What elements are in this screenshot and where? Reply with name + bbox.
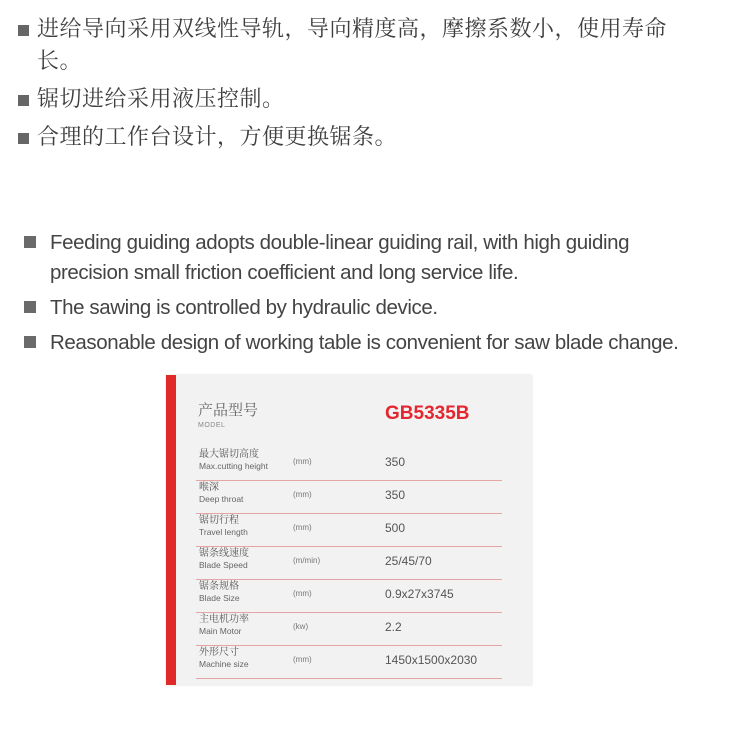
square-bullet-icon bbox=[24, 336, 36, 348]
model-number: GB5335B bbox=[385, 403, 470, 424]
spec-unit: (mm) bbox=[293, 589, 312, 598]
cn-feature-item bbox=[18, 84, 738, 116]
spec-row bbox=[196, 546, 502, 580]
en-feature-item bbox=[24, 293, 739, 323]
en-feature-text: The sawing is controlled by hydraulic device. bbox=[50, 296, 438, 319]
spec-value: 2.2 bbox=[385, 620, 402, 634]
cn-feature-text: 合理的工作台设计，方便更换锯条。 bbox=[37, 125, 398, 150]
accent-bar bbox=[166, 375, 176, 685]
cn-feature-item bbox=[18, 122, 738, 154]
en-feature-item bbox=[24, 228, 739, 288]
en-feature-item bbox=[24, 328, 739, 358]
spec-label-cn: 锯切行程 bbox=[199, 515, 239, 526]
spec-value: 25/45/70 bbox=[385, 554, 432, 568]
spec-value: 0.9x27x3745 bbox=[385, 587, 454, 601]
cn-feature-text: 锯切进给采用液压控制。 bbox=[37, 87, 285, 112]
spec-value: 500 bbox=[385, 521, 406, 535]
square-bullet-icon bbox=[24, 301, 36, 313]
spec-card bbox=[166, 375, 532, 685]
cn-feature-item bbox=[18, 14, 738, 78]
spec-label-cn: 外形尺寸 bbox=[199, 647, 239, 658]
english-feature-list bbox=[24, 228, 739, 363]
spec-label-en: Max.cutting height bbox=[199, 461, 268, 471]
model-header bbox=[198, 399, 258, 429]
spec-value: 350 bbox=[385, 455, 406, 469]
cn-feature-text: 进给导向采用双线性导轨，导向精度高，摩擦系数小，使用寿命长。 bbox=[37, 17, 668, 74]
spec-row bbox=[196, 612, 502, 646]
spec-label-en: Deep throat bbox=[199, 494, 244, 504]
spec-label-en: Main Motor bbox=[199, 626, 242, 636]
spec-label-en: Machine size bbox=[199, 659, 249, 669]
spec-label-cn: 锯条规格 bbox=[199, 581, 239, 592]
spec-row bbox=[196, 645, 502, 679]
spec-unit: (mm) bbox=[293, 490, 312, 499]
spec-unit: (mm) bbox=[293, 457, 312, 466]
spec-value: 1450x1500x2030 bbox=[385, 653, 478, 667]
spec-unit: (mm) bbox=[293, 523, 312, 532]
en-feature-text: Feeding guiding adopts double-linear guiding rail, with high guiding precision small friction coefficient and long service life. bbox=[50, 231, 630, 284]
chinese-feature-list bbox=[18, 14, 738, 160]
spec-label-cn: 锯条线速度 bbox=[199, 548, 249, 559]
spec-label-en: Blade Speed bbox=[199, 560, 248, 570]
spec-label-cn: 主电机功率 bbox=[199, 614, 249, 625]
square-bullet-icon bbox=[18, 133, 29, 144]
square-bullet-icon bbox=[24, 236, 36, 248]
spec-label-en: Travel length bbox=[199, 527, 248, 537]
model-label-cn: 产品型号 bbox=[198, 401, 259, 419]
square-bullet-icon bbox=[18, 95, 29, 106]
spec-label-cn: 最大锯切高度 bbox=[199, 449, 259, 460]
spec-unit: (m/min) bbox=[293, 556, 321, 565]
spec-label-en: Blade Size bbox=[199, 593, 240, 603]
model-label-en: MODEL bbox=[198, 422, 226, 429]
spec-unit: (mm) bbox=[293, 655, 312, 664]
square-bullet-icon bbox=[18, 25, 29, 36]
spec-row bbox=[196, 513, 502, 547]
spec-row bbox=[196, 579, 502, 613]
spec-row bbox=[196, 447, 502, 481]
en-feature-text: Reasonable design of working table is convenient for saw blade change. bbox=[50, 331, 679, 354]
spec-row bbox=[196, 480, 502, 514]
spec-value: 350 bbox=[385, 488, 406, 502]
spec-unit: (kw) bbox=[293, 622, 309, 631]
spec-label-cn: 喉深 bbox=[199, 482, 219, 493]
